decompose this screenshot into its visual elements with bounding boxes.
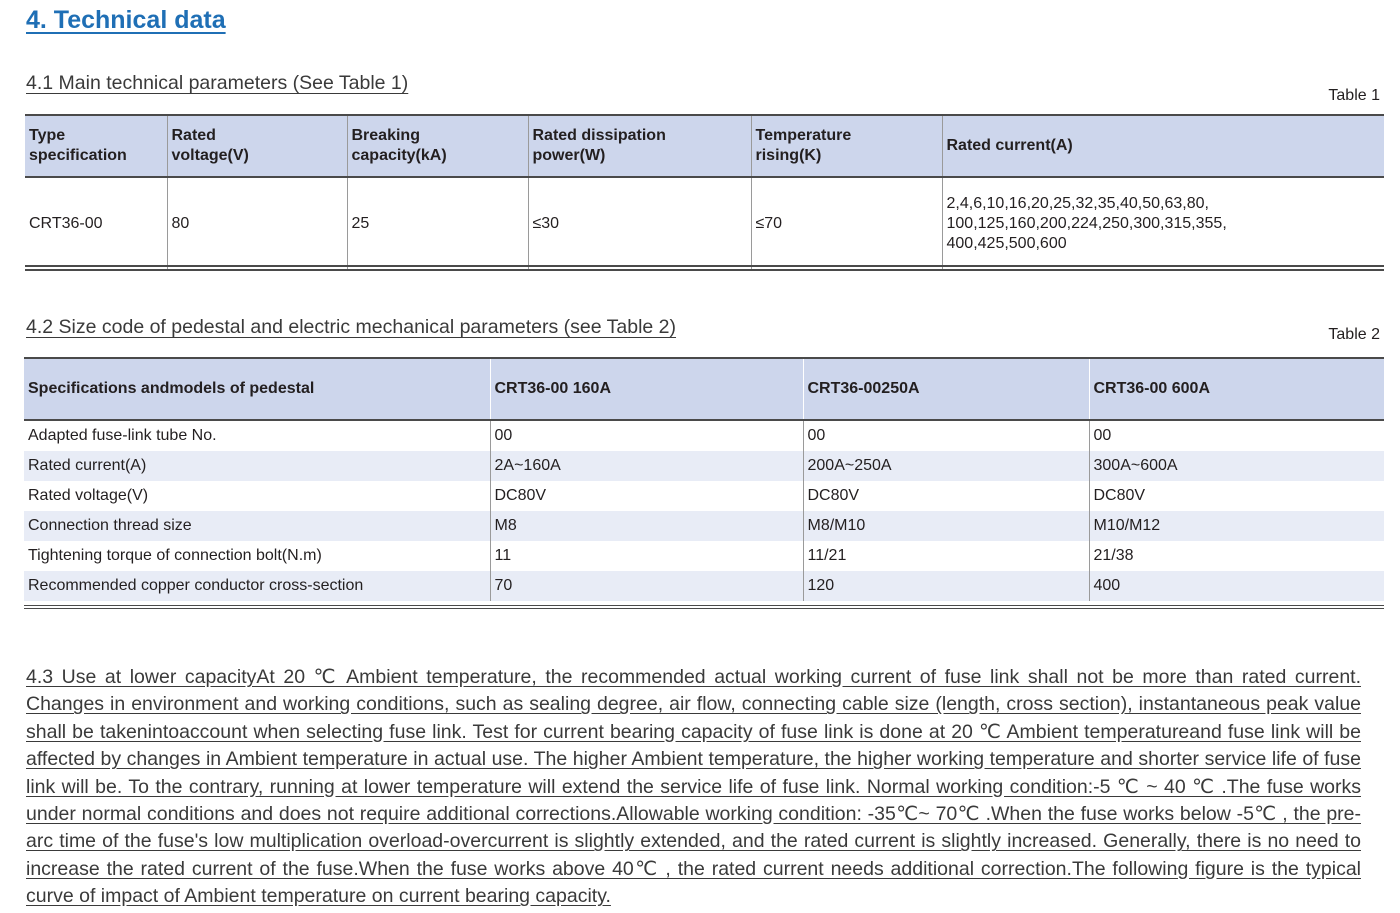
table-row (24, 481, 1384, 511)
table2-bottom-rule (24, 605, 1384, 609)
row-label: Adapted fuse-link tube No. (28, 427, 217, 444)
main-parameters-table (25, 114, 1384, 269)
header-600a: CRT36-00 600A (1089, 358, 1384, 420)
table2-heading: 4.2 Size code of pedestal and electric mechanical parameters (see Table 2) (26, 316, 677, 338)
cell-160a: 70 (490, 571, 803, 601)
table-row (24, 571, 1384, 601)
table1-header-row (25, 115, 1384, 177)
cell-breaking: 25 (347, 177, 528, 269)
cell-250a: 00 (803, 420, 1089, 451)
cell-voltage: 80 (167, 177, 347, 269)
header-spec-models: Specifications andmodels of pedestal (24, 358, 490, 420)
table-row (24, 541, 1384, 571)
table-row (25, 177, 1384, 269)
cell-600a: 21/38 (1089, 541, 1384, 571)
header-type-spec: Type specification (25, 115, 167, 177)
cell-250a: 200A~250A (803, 451, 1089, 481)
section-title: 4. Technical data (26, 6, 226, 34)
header-dissipation-power: Rated dissipation power(W) (528, 115, 751, 177)
cell-600a: 300A~600A (1089, 451, 1384, 481)
table-row (24, 420, 1384, 451)
header-160a: CRT36-00 160A (490, 358, 803, 420)
cell-250a: 120 (803, 571, 1089, 601)
cell-temperature: ≤70 (751, 177, 942, 269)
cell-160a: DC80V (490, 481, 803, 511)
table2-caption: Table 2 (1328, 326, 1380, 343)
header-breaking-capacity: Breaking capacity(kA) (347, 115, 528, 177)
cell-250a: M8/M10 (803, 511, 1089, 541)
cell-160a: M8 (490, 511, 803, 541)
table1-heading: 4.1 Main technical parameters (See Table 1) (26, 72, 409, 94)
table-row (24, 511, 1384, 541)
header-rated-voltage: Rated voltage(V) (167, 115, 347, 177)
cell-dissipation: ≤30 (528, 177, 751, 269)
header-250a: CRT36-00250A (803, 358, 1089, 420)
cell-600a: 400 (1089, 571, 1384, 601)
cell-600a: 00 (1089, 420, 1384, 451)
row-label: Rated current(A) (24, 451, 490, 481)
cell-160a: 2A~160A (490, 451, 803, 481)
row-label: Connection thread size (24, 511, 490, 541)
row-label: Recommended copper conductor cross-section (24, 571, 490, 601)
cell-600a: M10/M12 (1089, 511, 1384, 541)
cell-rated-current: 2,4,6,10,16,20,25,32,35,40,50,63,80, 100,125,160,200,224,250,300,315,355, 400,425,500,600 (942, 177, 1384, 269)
header-rated-current: Rated current(A) (942, 115, 1384, 177)
table-row (24, 451, 1384, 481)
row-label: Rated voltage(V) (28, 487, 149, 504)
pedestal-parameters-table (24, 357, 1384, 601)
cell-250a: DC80V (803, 481, 1089, 511)
cell-160a: 11 (490, 541, 803, 571)
cell-250a: 11/21 (803, 541, 1089, 571)
cell-600a: DC80V (1089, 481, 1384, 511)
table1-caption: Table 1 (1328, 87, 1380, 104)
table1-bottom-rule (25, 265, 1384, 271)
table2-header-row (24, 358, 1384, 420)
cell-160a: 00 (490, 420, 803, 451)
header-temperature-rising: Temperature rising(K) (751, 115, 942, 177)
lower-capacity-paragraph: 4.3 Use at lower capacityAt 20 ℃ Ambient temperature, the recommended actual working current of fuse link shall not be more than rated current. Changes in environment and working conditions, such as sealing degree, air flow, connecting cable size (length, cross section), instantaneous peak value shall be takenintoaccount when selecting fuse link. Test for current bearing capacity of fuse link is done at 20 ℃ Ambient temperatureand fuse link will be affected by changes in Ambient temperature in actual use. The higher Ambient temperature, the higher working temperature and shorter service life of fuse link will be. To the contrary, running at lower temperature will extend the service life of fuse link. Normal working condition:-5 ℃ ~ 40 ℃ .The fuse works under normal conditions and does not require additional corrections.Allowable working condition: -35℃~ 70℃ .When the fuse works below -5℃ , the pre-arc time of the fuse's low multiplication overload-overcurrent is slightly extended, and the rated current is slightly increased. Generally, there is no need to increase the rated current of the fuse.When the fuse works above 40℃ , the rated current needs additional correction.The following figure is the typical curve of impact of Ambient temperature on current bearing capacity. (26, 666, 1361, 908)
row-label: Tightening torque of connection bolt(N.m) (28, 547, 322, 564)
cell-type: CRT36-00 (29, 214, 103, 232)
